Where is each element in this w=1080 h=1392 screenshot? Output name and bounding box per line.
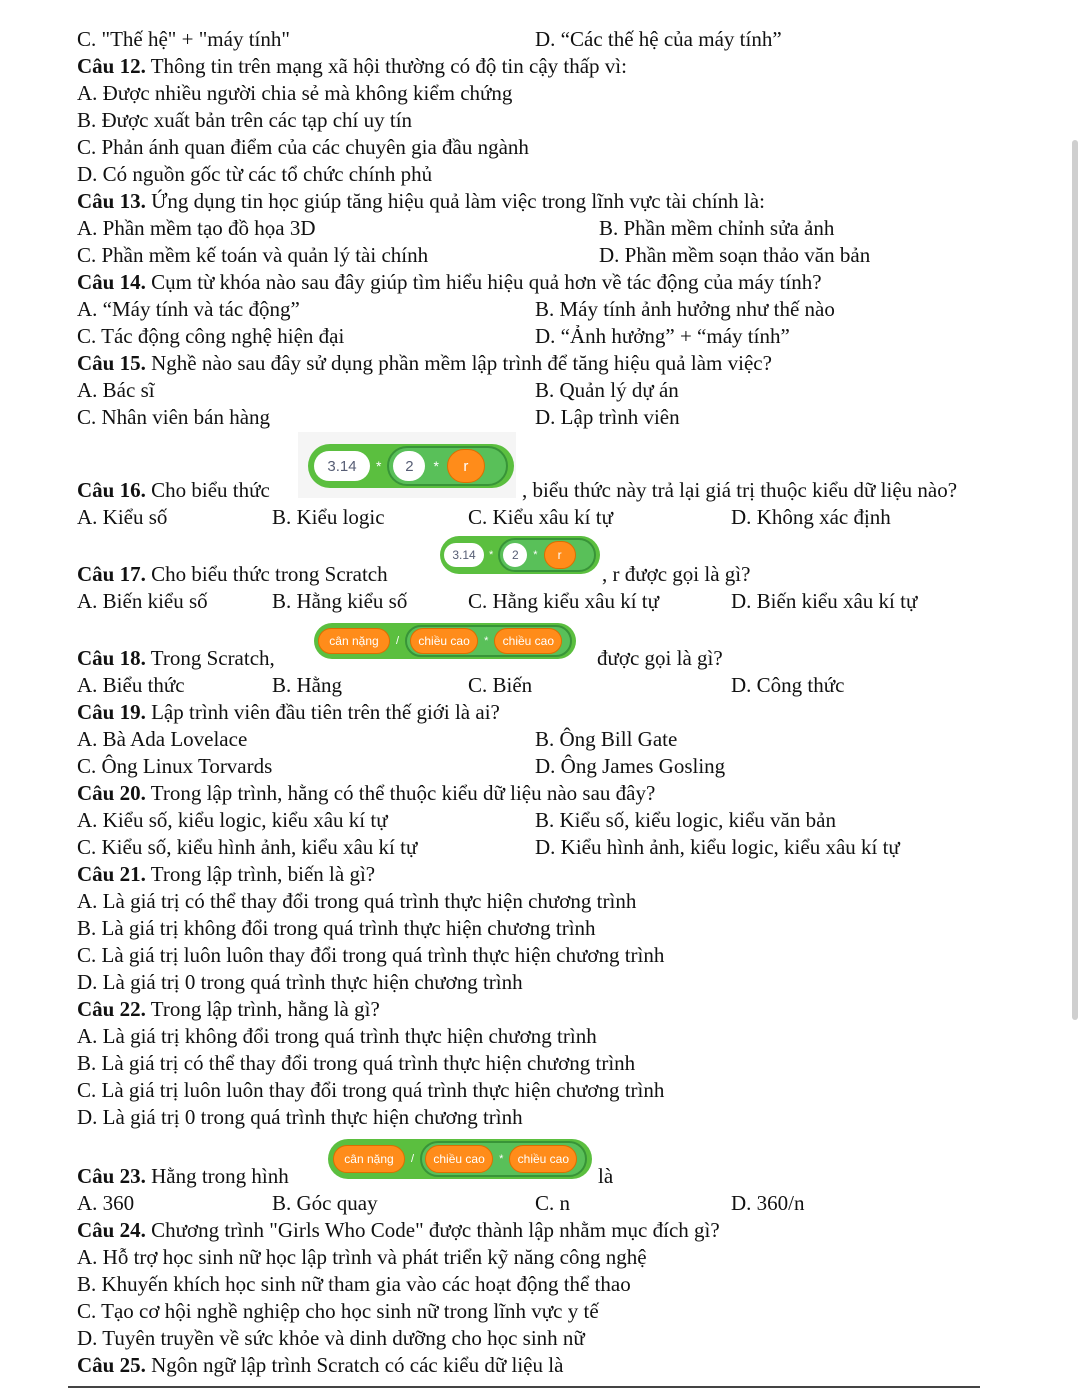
question-22 bbox=[77, 996, 380, 1023]
operator-symbol: * bbox=[489, 549, 494, 561]
scratch-expression-block bbox=[298, 432, 516, 498]
question-25 bbox=[77, 1352, 563, 1379]
q11-option-d: D. “Các thế hệ của máy tính” bbox=[535, 27, 782, 51]
question-text: Cụm từ khóa nào sau đây giúp tìm hiểu hiệu quả hơn về tác động của máy tính? bbox=[145, 270, 822, 294]
q23-option-c: C. n bbox=[535, 1191, 571, 1215]
multiply-operator-inner bbox=[498, 538, 596, 572]
multiply-operator-outer bbox=[308, 444, 514, 488]
question-number: Câu 20. bbox=[77, 781, 146, 805]
q22-option-c: C. Là giá trị luôn luôn thay đổi trong quá trình thực hiện chương trình bbox=[77, 1078, 665, 1102]
scratch-expression-block-small bbox=[440, 536, 600, 574]
q18-option-a: A. Biểu thức bbox=[77, 673, 185, 697]
question-text: Chương trình "Girls Who Code" được thành lập nhằm mục đích gì? bbox=[145, 1218, 720, 1242]
question-17 bbox=[77, 561, 388, 588]
question-number: Câu 19. bbox=[77, 700, 146, 724]
variable-chieu-cao: chiều cao bbox=[494, 628, 562, 654]
question-24 bbox=[77, 1217, 720, 1244]
operator-symbol: / bbox=[411, 1153, 415, 1165]
q14-option-d: D. “Ảnh hưởng” + “máy tính” bbox=[535, 324, 790, 348]
question-number: Câu 12. bbox=[77, 54, 146, 78]
q19-option-d: D. Ông James Gosling bbox=[535, 754, 726, 778]
question-15 bbox=[77, 350, 772, 377]
question-16 bbox=[77, 477, 270, 504]
q11-option-c: C. "Thế hệ" + "máy tính" bbox=[77, 27, 290, 51]
q14-option-a: A. “Máy tính và tác động” bbox=[77, 297, 300, 321]
q23-option-a: A. 360 bbox=[77, 1191, 135, 1215]
variable-chieu-cao: chiều cao bbox=[509, 1145, 577, 1173]
question-text: Trong Scratch, bbox=[145, 646, 275, 670]
question-number: Câu 13. bbox=[77, 189, 146, 213]
q21-option-a: A. Là giá trị có thể thay đổi trong quá trình thực hiện chương trình bbox=[77, 889, 637, 913]
scrollbar[interactable] bbox=[1072, 140, 1078, 1020]
question-17-text-after: , r được gọi là gì? bbox=[602, 562, 751, 586]
q16-option-c: C. Kiểu xâu kí tự bbox=[468, 505, 613, 529]
q21-option-d: D. Là giá trị 0 trong quá trình thực hiện chương trình bbox=[77, 970, 523, 994]
question-number: Câu 18. bbox=[77, 646, 146, 670]
question-text: Cho biểu thức bbox=[145, 478, 270, 502]
question-text: Thông tin trên mạng xã hội thường có độ tin cậy thấp vì: bbox=[145, 54, 627, 78]
question-number: Câu 24. bbox=[77, 1218, 146, 1242]
operator-symbol: * bbox=[376, 458, 382, 474]
question-text: Trong lập trình, hằng là gì? bbox=[145, 997, 380, 1021]
question-20 bbox=[77, 780, 655, 807]
value-2: 2 bbox=[393, 451, 425, 481]
question-18 bbox=[77, 645, 275, 672]
q15-option-a: A. Bác sĩ bbox=[77, 378, 155, 402]
q12-option-b: B. Được xuất bản trên các tạp chí uy tín bbox=[77, 108, 413, 132]
q15-option-b: B. Quản lý dự án bbox=[535, 378, 679, 402]
question-text: Nghề nào sau đây sử dụng phần mềm lập trình để tăng hiệu quả làm việc? bbox=[145, 351, 772, 375]
q16-option-b: B. Kiểu logic bbox=[272, 505, 385, 529]
q22-option-d: D. Là giá trị 0 trong quá trình thực hiện chương trình bbox=[77, 1105, 523, 1129]
multiply-operator-inner bbox=[387, 446, 508, 486]
question-number: Câu 22. bbox=[77, 997, 146, 1021]
question-number: Câu 15. bbox=[77, 351, 146, 375]
q22-option-b: B. Là giá trị có thể thay đổi trong quá trình thực hiện chương trình bbox=[77, 1051, 636, 1075]
question-21 bbox=[77, 861, 375, 888]
variable-can-nang: cân nặng bbox=[333, 1145, 405, 1173]
q24-option-a: A. Hỗ trợ học sinh nữ học lập trình và phát triển kỹ năng công nghệ bbox=[77, 1245, 647, 1269]
question-number: Câu 21. bbox=[77, 862, 146, 886]
q18-option-b: B. Hằng bbox=[272, 673, 342, 697]
q18-option-d: D. Công thức bbox=[731, 673, 845, 697]
q19-option-b: B. Ông Bill Gate bbox=[535, 727, 678, 751]
q14-option-b: B. Máy tính ảnh hưởng như thế nào bbox=[535, 297, 835, 321]
question-number: Câu 25. bbox=[77, 1353, 146, 1377]
question-13 bbox=[77, 188, 765, 215]
value-3-14: 3.14 bbox=[444, 543, 484, 567]
q20-option-d: D. Kiểu hình ảnh, kiểu logic, kiểu xâu kí tự bbox=[535, 835, 900, 859]
scratch-bmi-block bbox=[328, 1139, 592, 1179]
q20-option-c: C. Kiểu số, kiểu hình ảnh, kiểu xâu kí tự bbox=[77, 835, 418, 859]
q19-option-a: A. Bà Ada Lovelace bbox=[77, 727, 248, 751]
q23-option-b: B. Góc quay bbox=[272, 1191, 378, 1215]
value-3-14: 3.14 bbox=[314, 451, 370, 481]
question-text: Ngôn ngữ lập trình Scratch có các kiểu dữ liệu là bbox=[145, 1353, 564, 1377]
question-number: Câu 17. bbox=[77, 562, 146, 586]
q15-option-c: C. Nhân viên bán hàng bbox=[77, 405, 271, 429]
question-18-text-after: được gọi là gì? bbox=[597, 646, 723, 670]
q24-option-c: C. Tạo cơ hội nghề nghiệp cho học sinh nữ trong lĩnh vực y tế bbox=[77, 1299, 599, 1323]
variable-chieu-cao: chiều cao bbox=[425, 1145, 493, 1173]
question-text: Ứng dụng tin học giúp tăng hiệu quả làm việc trong lĩnh vực tài chính là: bbox=[145, 189, 765, 213]
multiply-operator-inner bbox=[420, 1141, 587, 1177]
question-19 bbox=[77, 699, 500, 726]
q12-option-d: D. Có nguồn gốc từ các tổ chức chính phủ bbox=[77, 162, 433, 186]
q12-option-c: C. Phản ánh quan điểm của các chuyên gia đầu ngành bbox=[77, 135, 529, 159]
variable-r: r bbox=[544, 541, 576, 569]
q16-option-a: A. Kiểu số bbox=[77, 505, 168, 529]
q13-option-c: C. Phần mềm kế toán và quản lý tài chính bbox=[77, 243, 429, 267]
q19-option-c: C. Ông Linux Torvards bbox=[77, 754, 273, 778]
operator-symbol: * bbox=[533, 549, 538, 561]
q17-option-b: B. Hằng kiểu số bbox=[272, 589, 408, 613]
q16-option-d: D. Không xác định bbox=[731, 505, 891, 529]
q20-option-b: B. Kiểu số, kiểu logic, kiểu văn bản bbox=[535, 808, 836, 832]
variable-r: r bbox=[447, 449, 485, 483]
q15-option-d: D. Lập trình viên bbox=[535, 405, 680, 429]
question-number: Câu 14. bbox=[77, 270, 146, 294]
q23-option-d: D. 360/n bbox=[731, 1191, 805, 1215]
value-2: 2 bbox=[503, 543, 527, 567]
q22-option-a: A. Là giá trị không đổi trong quá trình thực hiện chương trình bbox=[77, 1024, 597, 1048]
operator-symbol: * bbox=[433, 458, 439, 474]
question-number: Câu 16. bbox=[77, 478, 146, 502]
operator-symbol: / bbox=[396, 635, 400, 647]
q13-option-d: D. Phần mềm soạn thảo văn bản bbox=[599, 243, 871, 267]
question-23-text-after: là bbox=[598, 1164, 614, 1188]
scratch-bmi-block bbox=[314, 623, 576, 659]
operator-symbol: * bbox=[484, 635, 489, 647]
question-14 bbox=[77, 269, 822, 296]
q14-option-c: C. Tác động công nghệ hiện đại bbox=[77, 324, 345, 348]
variable-chieu-cao: chiều cao bbox=[410, 628, 478, 654]
q17-option-a: A. Biến kiểu số bbox=[77, 589, 208, 613]
question-text: Cho biểu thức trong Scratch bbox=[145, 562, 388, 586]
question-text: Lập trình viên đầu tiên trên thế giới là ai? bbox=[145, 700, 500, 724]
q24-option-b: B. Khuyến khích học sinh nữ tham gia vào các hoạt động thể thao bbox=[77, 1272, 631, 1296]
q21-option-c: C. Là giá trị luôn luôn thay đổi trong quá trình thực hiện chương trình bbox=[77, 943, 665, 967]
q13-option-b: B. Phần mềm chỉnh sửa ảnh bbox=[599, 216, 835, 240]
page-bottom-divider bbox=[68, 1386, 980, 1388]
question-16-text-after: , biểu thức này trả lại giá trị thuộc kiểu dữ liệu nào? bbox=[522, 478, 958, 502]
question-number: Câu 23. bbox=[77, 1164, 146, 1188]
question-text: Hằng trong hình bbox=[145, 1164, 289, 1188]
q17-option-c: C. Hằng kiểu xâu kí tự bbox=[468, 589, 660, 613]
q24-option-d: D. Tuyên truyền về sức khỏe và dinh dưỡng cho học sinh nữ bbox=[77, 1326, 585, 1350]
q18-option-c: C. Biến bbox=[468, 673, 533, 697]
q21-option-b: B. Là giá trị không đổi trong quá trình thực hiện chương trình bbox=[77, 916, 596, 940]
question-text: Trong lập trình, biến là gì? bbox=[145, 862, 376, 886]
q20-option-a: A. Kiểu số, kiểu logic, kiểu xâu kí tự bbox=[77, 808, 388, 832]
question-12 bbox=[77, 53, 627, 80]
q17-option-d: D. Biến kiểu xâu kí tự bbox=[731, 589, 918, 613]
operator-symbol: * bbox=[499, 1153, 504, 1165]
question-23 bbox=[77, 1163, 289, 1190]
q13-option-a: A. Phần mềm tạo đồ họa 3D bbox=[77, 216, 316, 240]
q12-option-a: A. Được nhiều người chia sẻ mà không kiểm chứng bbox=[77, 81, 513, 105]
variable-can-nang: cân nặng bbox=[318, 628, 390, 654]
multiply-operator-inner bbox=[405, 625, 572, 657]
question-text: Trong lập trình, hằng có thể thuộc kiểu dữ liệu nào sau đây? bbox=[145, 781, 656, 805]
